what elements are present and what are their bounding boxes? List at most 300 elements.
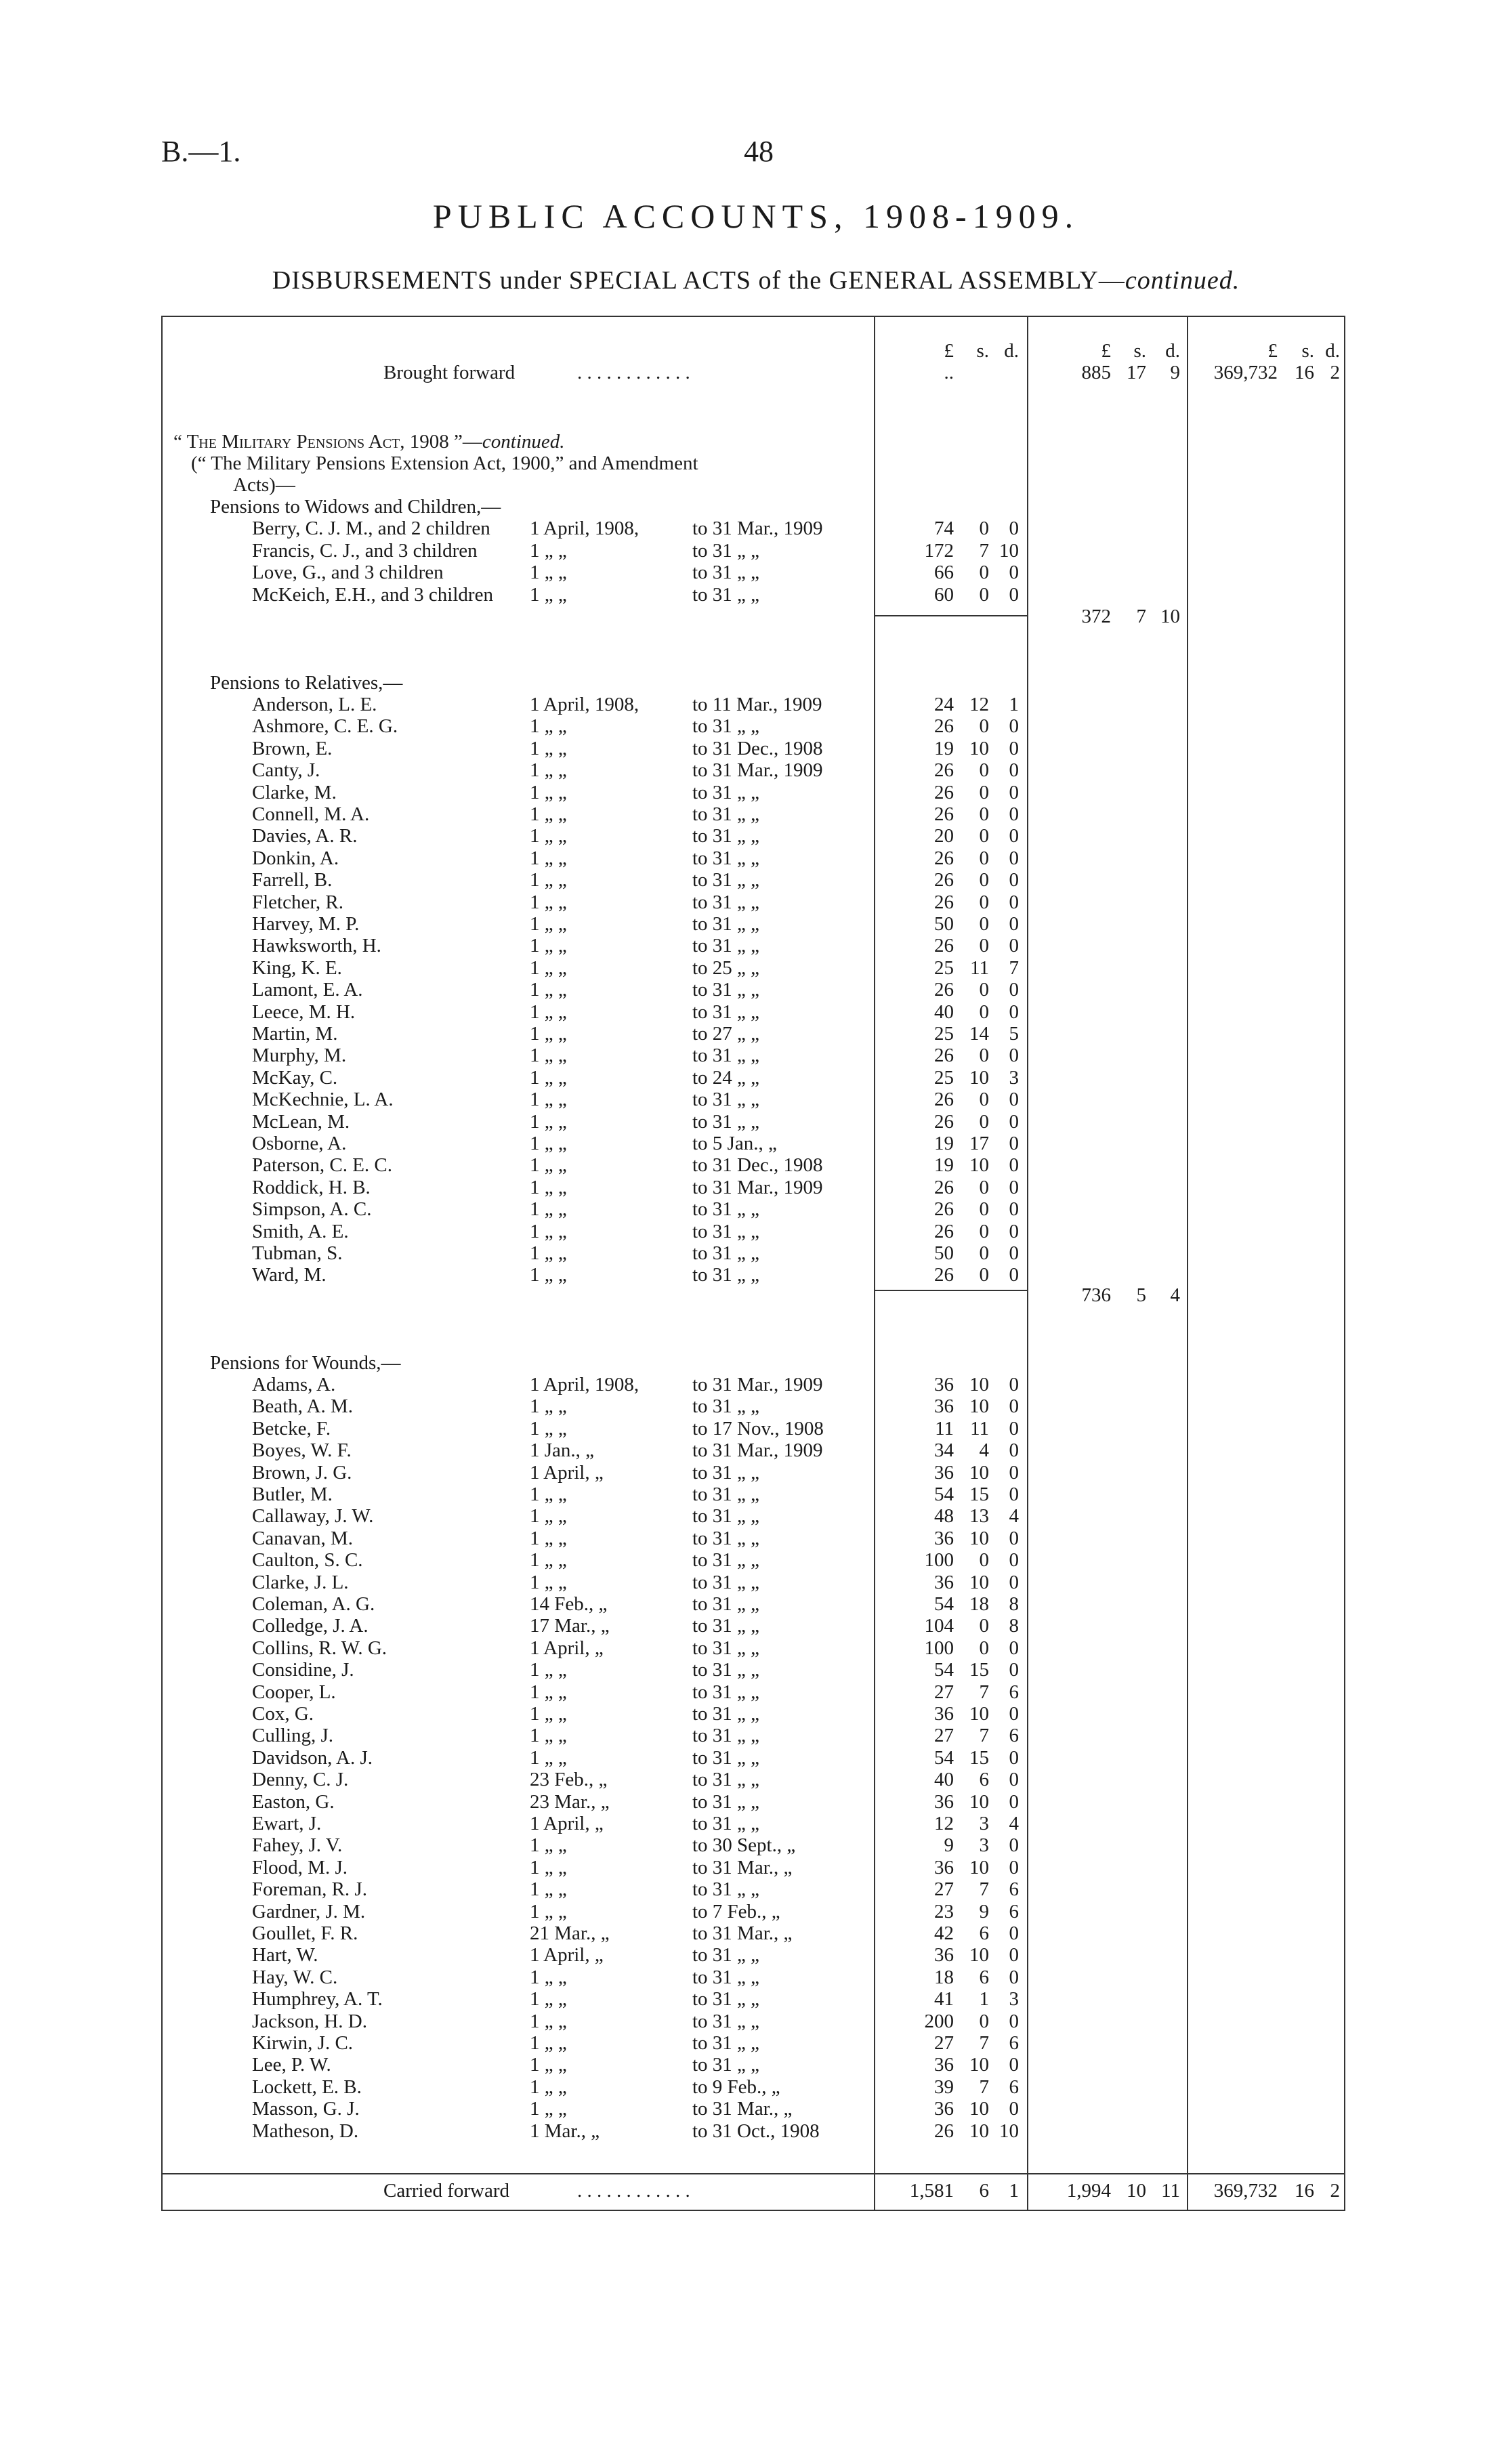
pension-from-date: 1 „ „ xyxy=(530,781,567,803)
amount-pence: 0 xyxy=(1009,1769,1019,1791)
amount-shillings: 0 xyxy=(979,1198,989,1221)
pensioner-name: Ashmore, C. E. G. xyxy=(252,715,398,738)
amount-pence: 0 xyxy=(1009,2098,1019,2120)
pension-to-date: to 9 Feb., „ xyxy=(692,2076,780,2098)
pension-to-date: to 31 „ „ xyxy=(692,1725,760,1747)
amount-shillings: 0 xyxy=(979,715,989,738)
amount-shillings: 0 xyxy=(979,935,989,957)
amount-shillings: 10 xyxy=(969,1395,989,1418)
pension-to-date: to 31 „ „ xyxy=(692,847,760,869)
amount-pounds: 36 xyxy=(934,1944,954,1966)
pension-to-date: to 31 Mar., „ xyxy=(692,2098,793,2120)
pension-from-date: 1 „ „ xyxy=(530,1988,567,2011)
pensioner-name: Lee, P. W. xyxy=(252,2054,331,2076)
amount-pounds: 104 xyxy=(924,1615,954,1637)
pension-from-date: 1 „ „ xyxy=(530,2010,567,2032)
amount-pounds: 25 xyxy=(934,1066,954,1089)
pension-to-date: to 31 „ „ xyxy=(692,1944,760,1966)
pensioner-name: Humphrey, A. T. xyxy=(252,1988,383,2011)
amount-pounds: 25 xyxy=(934,956,954,979)
amount-pence: 0 xyxy=(1009,583,1019,606)
pension-from-date: 1 „ „ xyxy=(530,737,567,759)
pension-to-date: to 31 „ „ xyxy=(692,1703,760,1725)
table-row xyxy=(0,1593,1512,1615)
pension-to-date: to 31 „ „ xyxy=(692,2054,760,2076)
pension-to-date: to 31 „ „ xyxy=(692,562,760,583)
amount-pence: 0 xyxy=(1009,913,1019,935)
amount-pounds: 54 xyxy=(934,1593,954,1615)
page-number: 48 xyxy=(744,135,774,168)
amount-shillings: 15 xyxy=(969,1484,989,1505)
amount-pounds: 26 xyxy=(934,1264,954,1286)
table-row xyxy=(0,1944,1512,1966)
amount-pence: 0 xyxy=(1009,1264,1019,1286)
amount-pounds: 36 xyxy=(934,2098,954,2120)
amount-pence: 0 xyxy=(1009,1045,1019,1067)
table-row xyxy=(0,2011,1512,2032)
pensioner-name: Butler, M. xyxy=(252,1484,333,1505)
table-row xyxy=(0,847,1512,869)
pensioner-name: Hawksworth, H. xyxy=(252,935,381,957)
amount-pounds: 26 xyxy=(934,1198,954,1221)
pensioner-name: Foreman, R. J. xyxy=(252,1878,367,1901)
pension-from-date: 1 „ „ xyxy=(530,2098,567,2120)
carried-sum-rule xyxy=(161,2173,1345,2174)
amount-shillings: 15 xyxy=(969,1746,989,1769)
pension-from-date: 1 „ „ xyxy=(530,1395,567,1418)
pensioner-name: Smith, A. E. xyxy=(252,1220,349,1242)
amount-shillings: 10 xyxy=(969,1790,989,1813)
pensioner-name: Davidson, A. J. xyxy=(252,1746,373,1769)
amount-pence: 4 xyxy=(1009,1813,1019,1834)
pension-to-date: to 31 „ „ xyxy=(692,1505,760,1528)
table-row xyxy=(0,1001,1512,1023)
pension-to-date: to 31 „ „ xyxy=(692,583,760,606)
pensioner-name: Caulton, S. C. xyxy=(252,1549,363,1572)
amount-shillings: 10 xyxy=(969,1571,989,1593)
pensioner-name: Beath, A. M. xyxy=(252,1395,354,1418)
pension-from-date: 1 April, 1908, xyxy=(530,694,639,715)
pension-to-date: to 24 „ „ xyxy=(692,1066,760,1089)
pension-to-date: to 31 Mar., 1909 xyxy=(692,1439,823,1462)
pension-to-date: to 31 „ „ xyxy=(692,935,760,957)
pension-to-date: to 31 „ „ xyxy=(692,869,760,891)
amount-shillings: 6 xyxy=(979,1966,989,1988)
amount-pence: 0 xyxy=(1009,803,1019,825)
amount-pounds: 26 xyxy=(934,1176,954,1198)
pensioner-name: Fahey, J. V. xyxy=(252,1834,343,1857)
amount-pounds: 36 xyxy=(934,1703,954,1725)
table-row xyxy=(0,1177,1512,1198)
table-row xyxy=(0,2032,1512,2054)
pension-from-date: 1 April, „ xyxy=(530,1944,604,1966)
table-row xyxy=(0,1791,1512,1813)
pensioner-name: Fletcher, R. xyxy=(252,891,343,913)
table-row xyxy=(0,1198,1512,1220)
pension-to-date: to 31 „ „ xyxy=(692,1110,760,1133)
pension-from-date: 1 „ „ xyxy=(530,1484,567,1505)
pension-to-date: to 31 „ „ xyxy=(692,1089,760,1111)
amount-pence: 3 xyxy=(1009,1988,1019,2011)
amount-pence: 0 xyxy=(1009,825,1019,847)
pensioner-name: Culling, J. xyxy=(252,1725,334,1747)
act-extension-line-1: (“ The Military Pensions Extension Act, 1900,” and Amendment xyxy=(191,453,698,474)
amount-pounds: 36 xyxy=(934,1374,954,1395)
relatives-heading: Pensions to Relatives,— xyxy=(210,672,403,694)
amount-pence: 0 xyxy=(1009,715,1019,738)
act-title: “ The Military Pensions Act, 1908 ”—continued. xyxy=(173,431,565,453)
relatives-sum-rule xyxy=(875,1290,1027,1291)
pension-from-date: 1 „ „ xyxy=(530,1505,567,1528)
amount-pence: 0 xyxy=(1009,1922,1019,1944)
table-row xyxy=(0,891,1512,913)
pension-to-date: to 31 Mar., „ xyxy=(692,1922,793,1944)
pension-from-date: 1 „ „ xyxy=(530,1133,567,1154)
amount-shillings: 7 xyxy=(979,2032,989,2054)
amount-pence: 4 xyxy=(1009,1505,1019,1528)
pensioner-name: Flood, M. J. xyxy=(252,1856,348,1878)
pension-from-date: 1 „ „ xyxy=(530,1023,567,1045)
pension-from-date: 1 „ „ xyxy=(530,891,567,913)
amount-pence: 6 xyxy=(1009,1878,1019,1901)
amount-shillings: 0 xyxy=(979,891,989,913)
pension-from-date: 1 „ „ xyxy=(530,1154,567,1177)
amount-pounds: 27 xyxy=(934,1725,954,1747)
amount-pence: 0 xyxy=(1009,1790,1019,1813)
amount-shillings: 7 xyxy=(979,1725,989,1747)
amount-shillings: 0 xyxy=(979,1264,989,1286)
amount-shillings: 7 xyxy=(979,1681,989,1703)
amount-pence: 0 xyxy=(1009,1571,1019,1593)
table-row xyxy=(0,1395,1512,1417)
amount-pounds: 60 xyxy=(934,583,954,606)
table-row xyxy=(0,1659,1512,1681)
pension-to-date: to 31 Dec., 1908 xyxy=(692,1154,823,1177)
pension-to-date: to 11 Mar., 1909 xyxy=(692,694,822,715)
table-row xyxy=(0,1834,1512,1856)
amount-shillings: 0 xyxy=(979,759,989,782)
pension-to-date: to 31 „ „ xyxy=(692,1681,760,1703)
table-row xyxy=(0,1221,1512,1242)
page-title: PUBLIC ACCOUNTS, 1908-1909. xyxy=(432,197,1080,235)
table-row xyxy=(0,715,1512,737)
pensioner-name: Collins, R. W. G. xyxy=(252,1637,387,1659)
pension-to-date: to 17 Nov., 1908 xyxy=(692,1417,824,1439)
pension-from-date: 1 „ „ xyxy=(530,2076,567,2098)
table-row xyxy=(0,1857,1512,1878)
pension-from-date: 1 „ „ xyxy=(530,1725,567,1747)
widows-heading: Pensions to Widows and Children,— xyxy=(210,496,501,518)
pension-to-date: to 31 „ „ xyxy=(692,825,760,847)
pension-from-date: 1 April, „ xyxy=(530,1813,604,1834)
amount-pence: 5 xyxy=(1009,1023,1019,1045)
amount-pence: 0 xyxy=(1009,1154,1019,1177)
table-row xyxy=(0,1681,1512,1703)
pension-to-date: to 31 „ „ xyxy=(692,1615,760,1637)
amount-pounds: 41 xyxy=(934,1988,954,2011)
table-row xyxy=(0,1703,1512,1725)
amount-pounds: 100 xyxy=(924,1549,954,1572)
pension-from-date: 1 April, „ xyxy=(530,1461,604,1484)
pension-from-date: 1 „ „ xyxy=(530,1703,567,1725)
amount-shillings: 0 xyxy=(979,825,989,847)
amount-pence: 6 xyxy=(1009,1900,1019,1922)
table-row xyxy=(0,1374,1512,1395)
amount-shillings: 3 xyxy=(979,1813,989,1834)
amount-pounds: 11 xyxy=(935,1417,954,1439)
amount-pence: 0 xyxy=(1009,2054,1019,2076)
pension-from-date: 1 „ „ xyxy=(530,1089,567,1111)
amount-pounds: 25 xyxy=(934,1023,954,1045)
pension-from-date: 1 „ „ xyxy=(530,759,567,782)
amount-pence: 0 xyxy=(1009,1198,1019,1221)
amount-pence: 0 xyxy=(1009,1549,1019,1572)
amount-shillings: 0 xyxy=(979,1089,989,1111)
amount-pence: 0 xyxy=(1009,1439,1019,1462)
table-row xyxy=(0,1484,1512,1505)
table-row xyxy=(0,1418,1512,1439)
table-row xyxy=(0,1747,1512,1769)
amount-shillings: 10 xyxy=(969,1154,989,1177)
pension-from-date: 1 „ „ xyxy=(530,562,567,583)
table-row xyxy=(0,1154,1512,1176)
amount-pence: 0 xyxy=(1009,891,1019,913)
amount-shillings: 12 xyxy=(969,694,989,715)
amount-shillings: 4 xyxy=(979,1439,989,1462)
amount-pence: 0 xyxy=(1009,979,1019,1001)
amount-pence: 0 xyxy=(1009,1242,1019,1264)
pensioner-name: Clarke, M. xyxy=(252,781,337,803)
pension-from-date: 1 „ „ xyxy=(530,1659,567,1681)
table-row xyxy=(0,1615,1512,1637)
pension-from-date: 1 „ „ xyxy=(530,956,567,979)
pension-to-date: to 31 „ „ xyxy=(692,1484,760,1505)
amount-pounds: 36 xyxy=(934,2054,954,2076)
amount-pence: 0 xyxy=(1009,1527,1019,1549)
pensioner-name: Canavan, M. xyxy=(252,1527,353,1549)
amount-pence: 0 xyxy=(1009,1746,1019,1769)
amount-pounds: 18 xyxy=(934,1966,954,1988)
amount-pounds: 54 xyxy=(934,1659,954,1681)
amount-pounds: 54 xyxy=(934,1746,954,1769)
pensioner-name: Jackson, H. D. xyxy=(252,2010,367,2032)
pensioner-name: Berry, C. J. M., and 2 children xyxy=(252,518,490,539)
amount-shillings: 15 xyxy=(969,1659,989,1681)
pension-to-date: to 31 „ „ xyxy=(692,1571,760,1593)
pensioner-name: Tubman, S. xyxy=(252,1242,343,1264)
amount-pence: 0 xyxy=(1009,935,1019,957)
pension-to-date: to 31 „ „ xyxy=(692,1549,760,1572)
pension-to-date: to 5 Jan., „ xyxy=(692,1133,777,1154)
pension-from-date: 17 Mar., „ xyxy=(530,1615,610,1637)
pensioner-name: Clarke, J. L. xyxy=(252,1571,349,1593)
amount-pounds: 42 xyxy=(934,1922,954,1944)
pension-from-date: 1 „ „ xyxy=(530,847,567,869)
pensioner-name: Denny, C. J. xyxy=(252,1769,349,1791)
pensioner-name: Hart, W. xyxy=(252,1944,318,1966)
amount-shillings: 11 xyxy=(970,1417,989,1439)
amount-shillings: 10 xyxy=(969,2054,989,2076)
pension-from-date: 1 „ „ xyxy=(530,583,567,606)
pensioner-name: Harvey, M. P. xyxy=(252,913,360,935)
amount-shillings: 0 xyxy=(979,1637,989,1659)
pensioner-name: Betcke, F. xyxy=(252,1417,331,1439)
pension-from-date: 1 April, „ xyxy=(530,1637,604,1659)
amount-pence: 6 xyxy=(1009,2076,1019,2098)
amount-shillings: 3 xyxy=(979,1834,989,1857)
pensioner-name: Adams, A. xyxy=(252,1374,336,1395)
table-row xyxy=(0,1549,1512,1571)
pensioner-name: Simpson, A. C. xyxy=(252,1198,372,1221)
pensioner-name: McKeich, E.H., and 3 children xyxy=(252,583,493,606)
pensioner-name: Lockett, E. B. xyxy=(252,2076,362,2098)
amount-pence: 0 xyxy=(1009,1856,1019,1878)
amount-pounds: 36 xyxy=(934,1461,954,1484)
table-row xyxy=(0,1089,1512,1110)
pension-to-date: to 31 „ „ xyxy=(692,1790,760,1813)
pension-to-date: to 31 „ „ xyxy=(692,2010,760,2032)
amount-pence: 7 xyxy=(1009,956,1019,979)
table-row xyxy=(0,1813,1512,1834)
table-row xyxy=(0,782,1512,803)
pensioner-name: Gardner, J. M. xyxy=(252,1900,366,1922)
amount-pounds: 26 xyxy=(934,781,954,803)
pension-to-date: to 31 „ „ xyxy=(692,1813,760,1834)
amount-shillings: 0 xyxy=(979,1220,989,1242)
amount-pounds: 26 xyxy=(934,2120,954,2142)
pensioner-name: McKechnie, L. A. xyxy=(252,1089,394,1111)
pension-to-date: to 31 „ „ xyxy=(692,539,760,562)
amount-pence: 0 xyxy=(1009,1374,1019,1395)
pension-to-date: to 31 „ „ xyxy=(692,1769,760,1791)
pensioner-name: Leece, M. H. xyxy=(252,1001,356,1023)
amount-pounds: 27 xyxy=(934,1878,954,1901)
amount-pounds: 19 xyxy=(934,1133,954,1154)
table-row xyxy=(0,540,1512,562)
table-row xyxy=(0,1264,1512,1286)
amount-pounds: 12 xyxy=(934,1813,954,1834)
pension-to-date: to 31 „ „ xyxy=(692,1988,760,2011)
pensioner-name: Canty, J. xyxy=(252,759,320,782)
pension-from-date: 14 Feb., „ xyxy=(530,1593,608,1615)
table-row xyxy=(0,1111,1512,1133)
pensioner-name: Considine, J. xyxy=(252,1659,354,1681)
amount-pence: 8 xyxy=(1009,1593,1019,1615)
amount-shillings: 18 xyxy=(969,1593,989,1615)
amount-shillings: 0 xyxy=(979,1045,989,1067)
pensioner-name: Farrell, B. xyxy=(252,869,333,891)
pensioner-name: Ewart, J. xyxy=(252,1813,322,1834)
amount-pounds: 26 xyxy=(934,1045,954,1067)
table-row xyxy=(0,1572,1512,1593)
table-row xyxy=(0,1769,1512,1790)
table-row xyxy=(0,584,1512,606)
table-row xyxy=(0,1462,1512,1484)
amount-pence: 0 xyxy=(1009,1484,1019,1505)
amount-pence: 0 xyxy=(1009,1834,1019,1857)
pension-from-date: 1 „ „ xyxy=(530,1198,567,1221)
amount-shillings: 7 xyxy=(979,1878,989,1901)
pension-from-date: 1 „ „ xyxy=(530,979,567,1001)
amount-pence: 3 xyxy=(1009,1066,1019,1089)
amount-shillings: 13 xyxy=(969,1505,989,1528)
pension-from-date: 1 „ „ xyxy=(530,1242,567,1264)
amount-shillings: 10 xyxy=(969,737,989,759)
amount-pence: 0 xyxy=(1009,1703,1019,1725)
amount-shillings: 10 xyxy=(969,1527,989,1549)
amount-pence: 0 xyxy=(1009,1220,1019,1242)
pension-from-date: 1 „ „ xyxy=(530,1045,567,1067)
table-row xyxy=(0,1067,1512,1089)
pensioner-name: Brown, J. G. xyxy=(252,1461,352,1484)
amount-shillings: 10 xyxy=(969,2098,989,2120)
amount-shillings: 10 xyxy=(969,1066,989,1089)
amount-pence: 8 xyxy=(1009,1615,1019,1637)
table-row xyxy=(0,913,1512,935)
pension-from-date: 23 Feb., „ xyxy=(530,1769,608,1791)
amount-pounds: 200 xyxy=(924,2010,954,2032)
pension-to-date: to 31 Mar., 1909 xyxy=(692,1176,823,1198)
amount-shillings: 7 xyxy=(979,2076,989,2098)
amount-shillings: 0 xyxy=(979,1176,989,1198)
amount-pence: 6 xyxy=(1009,1681,1019,1703)
pensioner-name: Cooper, L. xyxy=(252,1681,336,1703)
table-row xyxy=(0,957,1512,979)
amount-shillings: 10 xyxy=(969,1374,989,1395)
amount-pounds: 26 xyxy=(934,715,954,738)
widows-sum-rule xyxy=(875,615,1027,616)
amount-shillings: 10 xyxy=(969,2120,989,2142)
amount-pounds: 26 xyxy=(934,759,954,782)
table-row xyxy=(0,1505,1512,1527)
amount-shillings: 11 xyxy=(970,956,989,979)
amount-shillings: 0 xyxy=(979,583,989,606)
amount-shillings: 0 xyxy=(979,847,989,869)
amount-pounds: 172 xyxy=(924,539,954,562)
pension-from-date: 1 „ „ xyxy=(530,913,567,935)
amount-pence: 0 xyxy=(1009,1461,1019,1484)
pension-from-date: 1 „ „ xyxy=(530,1878,567,1901)
amount-pounds: 19 xyxy=(934,1154,954,1177)
amount-shillings: 0 xyxy=(979,1110,989,1133)
table-row xyxy=(0,1439,1512,1461)
table-row xyxy=(0,2120,1512,2142)
pensioner-name: McKay, C. xyxy=(252,1066,338,1089)
amount-pounds: 34 xyxy=(934,1439,954,1462)
pension-from-date: 1 „ „ xyxy=(530,1966,567,1988)
table-row xyxy=(0,935,1512,956)
amount-pounds: 20 xyxy=(934,825,954,847)
pension-from-date: 1 „ „ xyxy=(530,1110,567,1133)
pension-from-date: 1 „ „ xyxy=(530,1856,567,1878)
pension-from-date: 1 „ „ xyxy=(530,715,567,738)
pensioner-name: Connell, M. A. xyxy=(252,803,370,825)
pension-from-date: 1 April, 1908, xyxy=(530,1374,639,1395)
amount-shillings: 0 xyxy=(979,1549,989,1572)
pensioner-name: Paterson, C. E. C. xyxy=(252,1154,393,1177)
table-row xyxy=(0,869,1512,891)
amount-pence: 0 xyxy=(1009,562,1019,583)
pension-to-date: to 31 Mar., 1909 xyxy=(692,759,823,782)
amount-shillings: 0 xyxy=(979,1615,989,1637)
pension-to-date: to 31 „ „ xyxy=(692,1242,760,1264)
pension-from-date: 1 „ „ xyxy=(530,2032,567,2054)
amount-pounds: 74 xyxy=(934,518,954,539)
pension-to-date: to 31 Dec., 1908 xyxy=(692,737,823,759)
amount-pounds: 26 xyxy=(934,847,954,869)
amount-pounds: 100 xyxy=(924,1637,954,1659)
table-row xyxy=(0,1242,1512,1264)
